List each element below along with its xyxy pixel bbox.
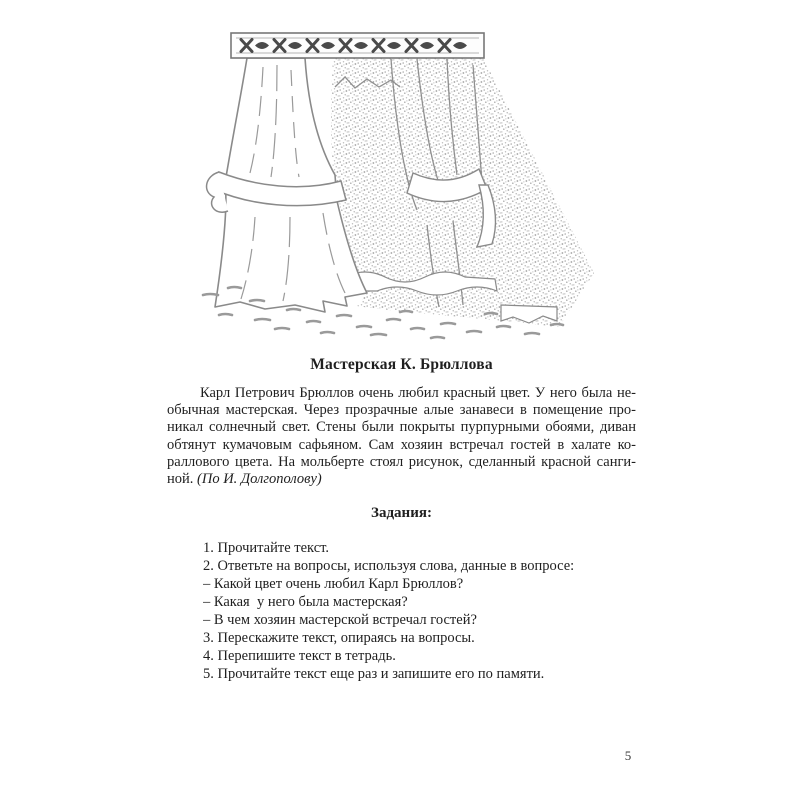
story-line: обтянут кумачовым сафьяном. Сам хозяин встречал гостей в халате ко- — [167, 436, 636, 453]
story-paragraph — [167, 385, 636, 471]
story-last-line — [167, 471, 636, 488]
task-item: – Какой цвет очень любил Карл Брюллов? — [203, 576, 464, 592]
story-line: раллового цвета. На мольберте стоял рисунок, сделанный красной санги- — [167, 453, 636, 470]
task-item: 4. Перепишите текст в тетрадь. — [203, 648, 396, 664]
task-item: – В чем хозяин мастерской встречал гостей? — [203, 612, 477, 628]
tasks-heading: Задания: — [371, 505, 432, 521]
task-item: 5. Прочитайте текст еще раз и запишите его по памяти. — [203, 666, 545, 682]
curtains-illustration — [195, 25, 595, 340]
task-item: – Какая у него была мастерская? — [203, 594, 408, 610]
tasks-list — [203, 539, 643, 683]
page-number: 5 — [624, 748, 632, 763]
curtains-drawing-svg — [195, 25, 595, 340]
task-item: 1. Прочитайте текст. — [203, 540, 330, 556]
task-item: 3. Перескажите текст, опираясь на вопросы. — [203, 630, 475, 646]
story-line: никал солнечный свет. Стены были покрыты пурпурными обоями, диван — [167, 419, 636, 436]
story-attribution: (По И. Долгополову) — [197, 471, 322, 487]
story-title: Мастерская К. Брюллова — [310, 356, 493, 373]
story-line: Карл Петрович Брюллов очень любил красный цвет. У него была не- — [200, 385, 636, 401]
story-line: обычная мастерская. Через прозрачные алые занавеси в помещение про- — [167, 402, 636, 419]
cornice — [231, 33, 484, 58]
task-item: 2. Ответьте на вопросы, используя слова, данные в вопросе: — [203, 558, 575, 574]
story-last-line-text: ной. — [167, 471, 198, 487]
